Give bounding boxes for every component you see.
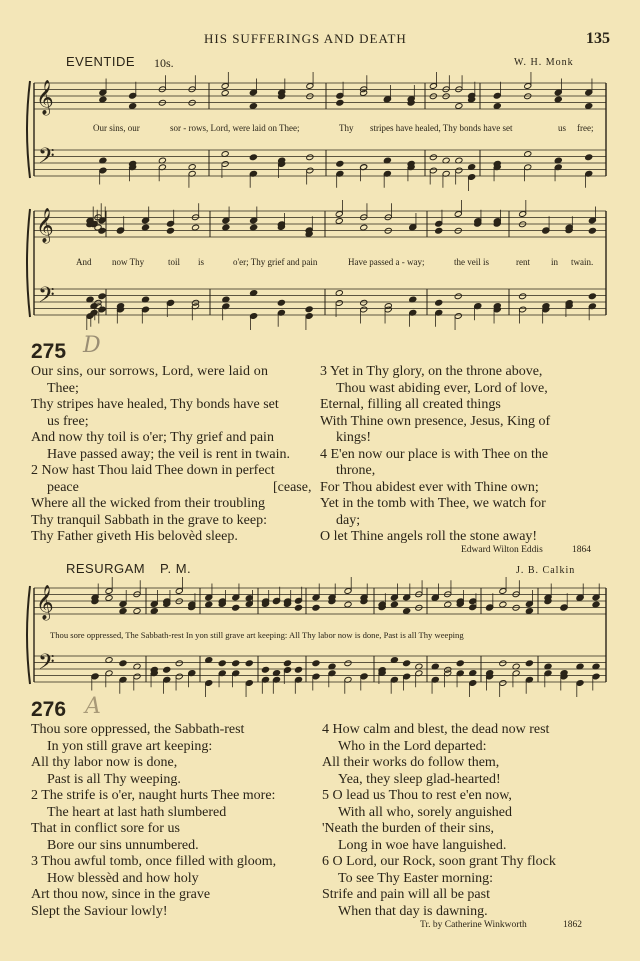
lyric-underlay: is [198, 257, 205, 267]
note-head [588, 293, 596, 300]
bass-clef: 𝄢 [38, 650, 55, 680]
verse-line: And now thy toil is o'er; Thy grief and pain [31, 430, 274, 445]
note-head [360, 299, 368, 306]
lyric-underlay: toil [168, 257, 181, 267]
lyric-underlay: Have passed a - way; [348, 257, 425, 267]
verse-line: In yon still grave art keeping: [47, 738, 213, 754]
note-head [525, 660, 533, 667]
verse-line: Thou wast abiding ever, Lord of love, [336, 380, 548, 396]
note-head [455, 103, 463, 110]
note-head [98, 227, 106, 234]
verse-line: 5 O lead us Thou to rest e'en now, [322, 788, 512, 803]
lyric-underlay: o'er; Thy grief and pain [233, 257, 318, 267]
text-author: Edward Wilton Eddis [461, 545, 543, 555]
verse-line: Art thou now, since in the grave [31, 887, 211, 902]
note-head [344, 660, 352, 667]
note-head [294, 666, 302, 673]
verse-line: Thy stripes have healed, Thy bonds have set [31, 397, 279, 412]
lyric-underlay: Thy [339, 123, 354, 133]
note-head [163, 666, 171, 673]
text-year: 1864 [572, 545, 591, 555]
verse-line-part: peace [47, 479, 79, 495]
verse-line: O let Thine angels roll the stone away! [320, 529, 538, 544]
note-head [336, 99, 344, 106]
note-head [232, 660, 240, 667]
verse-line: The heart at last hath slumbered [47, 804, 227, 820]
lyric-underlay: Our sins, our [93, 123, 140, 133]
note-head [277, 299, 285, 306]
note-head [435, 299, 443, 306]
bass-clef: 𝄢 [38, 144, 55, 174]
verse-column-right [320, 364, 550, 546]
note-head [191, 224, 199, 231]
note-head [312, 660, 320, 667]
note-head [403, 660, 411, 667]
verse-line: For Thou abidest ever with Thine own; [320, 479, 539, 495]
pencil-annotation: A [85, 694, 101, 719]
note-head [305, 306, 313, 313]
verse-line: All their works do follow them, [322, 755, 500, 770]
note-head [283, 660, 291, 667]
verse-line: Thee; [47, 380, 79, 396]
tune-name: EVENTIDE [66, 54, 136, 69]
verse-line: Thou sore oppressed, the Sabbath-rest [31, 722, 245, 737]
verse-line: Eternal, filling all created things [320, 397, 501, 412]
lyric-underlay: us [558, 123, 567, 133]
note-head [222, 224, 230, 231]
verse-line: Bore our sins unnumbered. [47, 837, 199, 853]
note-head [306, 154, 314, 161]
lyric-underlay: in [551, 257, 559, 267]
verse-line: Where all the wicked from their troubling [31, 496, 266, 511]
note-head [119, 608, 127, 615]
note-head [456, 660, 464, 667]
tune-name: RESURGAM [66, 561, 146, 576]
verse-line: Thy tranquil Sabbath in the grave to keep: [31, 512, 267, 528]
lyric-underlay: now Thy [112, 257, 145, 267]
system-brace [27, 586, 30, 684]
note-head [585, 103, 593, 110]
note-head [429, 154, 437, 161]
note-head [554, 96, 562, 103]
note-head [312, 604, 320, 611]
verse-line: throne, [336, 463, 376, 478]
note-head [588, 227, 596, 234]
composer: J. B. Calkin [516, 565, 576, 576]
verse-line: How blessèd and how holy [47, 870, 199, 886]
note-head [205, 601, 213, 608]
note-head [435, 227, 443, 234]
hymn-number: 275 [31, 340, 67, 363]
composer: W. H. Monk [514, 57, 574, 68]
verse-line: Strife and pain will all be past [322, 887, 490, 902]
note-head [166, 227, 174, 234]
verse-line: us free; [47, 413, 89, 429]
verse-line: Our sins, our sorrows, Lord, were laid on [31, 364, 269, 379]
verse-line: Long in woe have languished. [338, 837, 507, 853]
note-head [493, 103, 501, 110]
note-head [249, 103, 257, 110]
lyric-underlay: Thou sore oppressed, The Sabbath-rest In yon still grave art keeping: All Thy labor now is done, Past is all Thy weeping [50, 630, 464, 640]
treble-clef: 𝄞 [36, 585, 54, 620]
text-author: Tr. by Catherine Winkworth [420, 920, 527, 930]
pencil-annotation: D [83, 333, 101, 358]
note-head [592, 601, 600, 608]
note-head [99, 96, 107, 103]
system-brace [27, 81, 30, 178]
verse-line: Yea, they sleep glad-hearted! [338, 771, 501, 787]
lyric-underlay: rent [516, 257, 530, 267]
treble-clef: 𝄞 [36, 80, 54, 115]
verse-line [31, 479, 312, 497]
note-head [218, 660, 226, 667]
note-head [585, 154, 593, 161]
note-head [519, 293, 527, 300]
note-head [261, 666, 269, 673]
verse-line: Slept the Saviour lowly! [31, 903, 168, 919]
lyric-underlay: the veil is [454, 257, 489, 267]
note-head [499, 660, 507, 667]
verse-line: Who in the Lord departed: [338, 738, 487, 754]
hymn-number: 276 [31, 698, 67, 721]
note-head [336, 160, 344, 167]
note-head [245, 660, 253, 667]
verse-line-part: [cease, [273, 479, 312, 495]
verse-line: 'Neath the burden of their sins, [322, 821, 495, 836]
bass-clef: 𝄢 [38, 283, 55, 313]
note-head [335, 218, 343, 225]
note-head [390, 601, 398, 608]
note-head [344, 601, 352, 608]
verse-line: With Thine own presence, Jesus, King of [320, 413, 551, 429]
verse-line: 3 Thou awful tomb, once filled with gloom, [31, 854, 277, 869]
verse-line: 2 The strife is o'er, naught hurts Thee more: [31, 788, 276, 803]
running-header: HIS SUFFERINGS AND DEATH [204, 31, 407, 46]
text-year: 1862 [563, 920, 582, 930]
lyric-underlay: free; [577, 123, 594, 133]
verse-column-right [322, 722, 556, 920]
note-head [141, 224, 149, 231]
verse-line: Past is all Thy weeping. [47, 771, 181, 787]
verse-line: day; [336, 512, 361, 528]
verse-line: To see Thy Easter morning: [338, 870, 494, 886]
verse-line: Thy Father giveth His belovèd sleep. [31, 529, 238, 544]
note-head [444, 601, 452, 608]
verse-line: kings! [336, 430, 371, 445]
treble-clef: 𝄞 [36, 208, 54, 243]
note-head [454, 293, 462, 300]
system-brace [27, 209, 30, 317]
verse-line: All thy labor now is done, [31, 755, 178, 770]
lyric-underlay: twain. [571, 257, 594, 267]
verse-line: 4 E'en now our place is with Thee on the [320, 446, 549, 462]
verse-line: That in conflict sore for us [31, 821, 180, 836]
verse-line: 2 Now hast Thou laid Thee down in perfect [31, 463, 275, 478]
note-head [250, 224, 258, 231]
note-head [105, 595, 113, 602]
verse-line: When that day is dawning. [338, 903, 488, 919]
note-head [249, 154, 257, 161]
note-head [133, 608, 141, 615]
page-number: 135 [586, 30, 610, 47]
note-head [119, 660, 127, 667]
meter: P. M. [160, 561, 192, 576]
note-head [175, 660, 183, 667]
meter: 10s. [154, 56, 174, 70]
note-head [294, 604, 302, 611]
verse-line: 4 How calm and blest, the dead now rest [322, 722, 550, 737]
lyric-underlay: stripes have healed, Thy bonds have set [370, 123, 513, 133]
verse-column-left [31, 722, 276, 920]
note-head [360, 224, 368, 231]
verse-line: 3 Yet in Thy glory, on the throne above, [320, 364, 543, 379]
verse-column-left [31, 364, 312, 546]
lyric-underlay: And [76, 257, 92, 267]
note-head [150, 608, 158, 615]
verse-line: Have passed away; the veil is rent in twain. [47, 446, 290, 462]
note-head [129, 103, 137, 110]
lyric-underlay: sor - rows, Lord, were laid on Thee; [170, 123, 300, 133]
note-head [499, 601, 507, 608]
verse-line: 6 O Lord, our Rock, soon grant Thy flock [322, 854, 556, 869]
note-head [403, 608, 411, 615]
note-head [525, 608, 533, 615]
verse-line: Yet in the tomb with Thee, we watch for [320, 496, 546, 511]
verse-line: With all who, sorely anguished [338, 804, 513, 820]
note-head [221, 90, 229, 97]
note-head [98, 293, 106, 300]
note-head [232, 604, 240, 611]
